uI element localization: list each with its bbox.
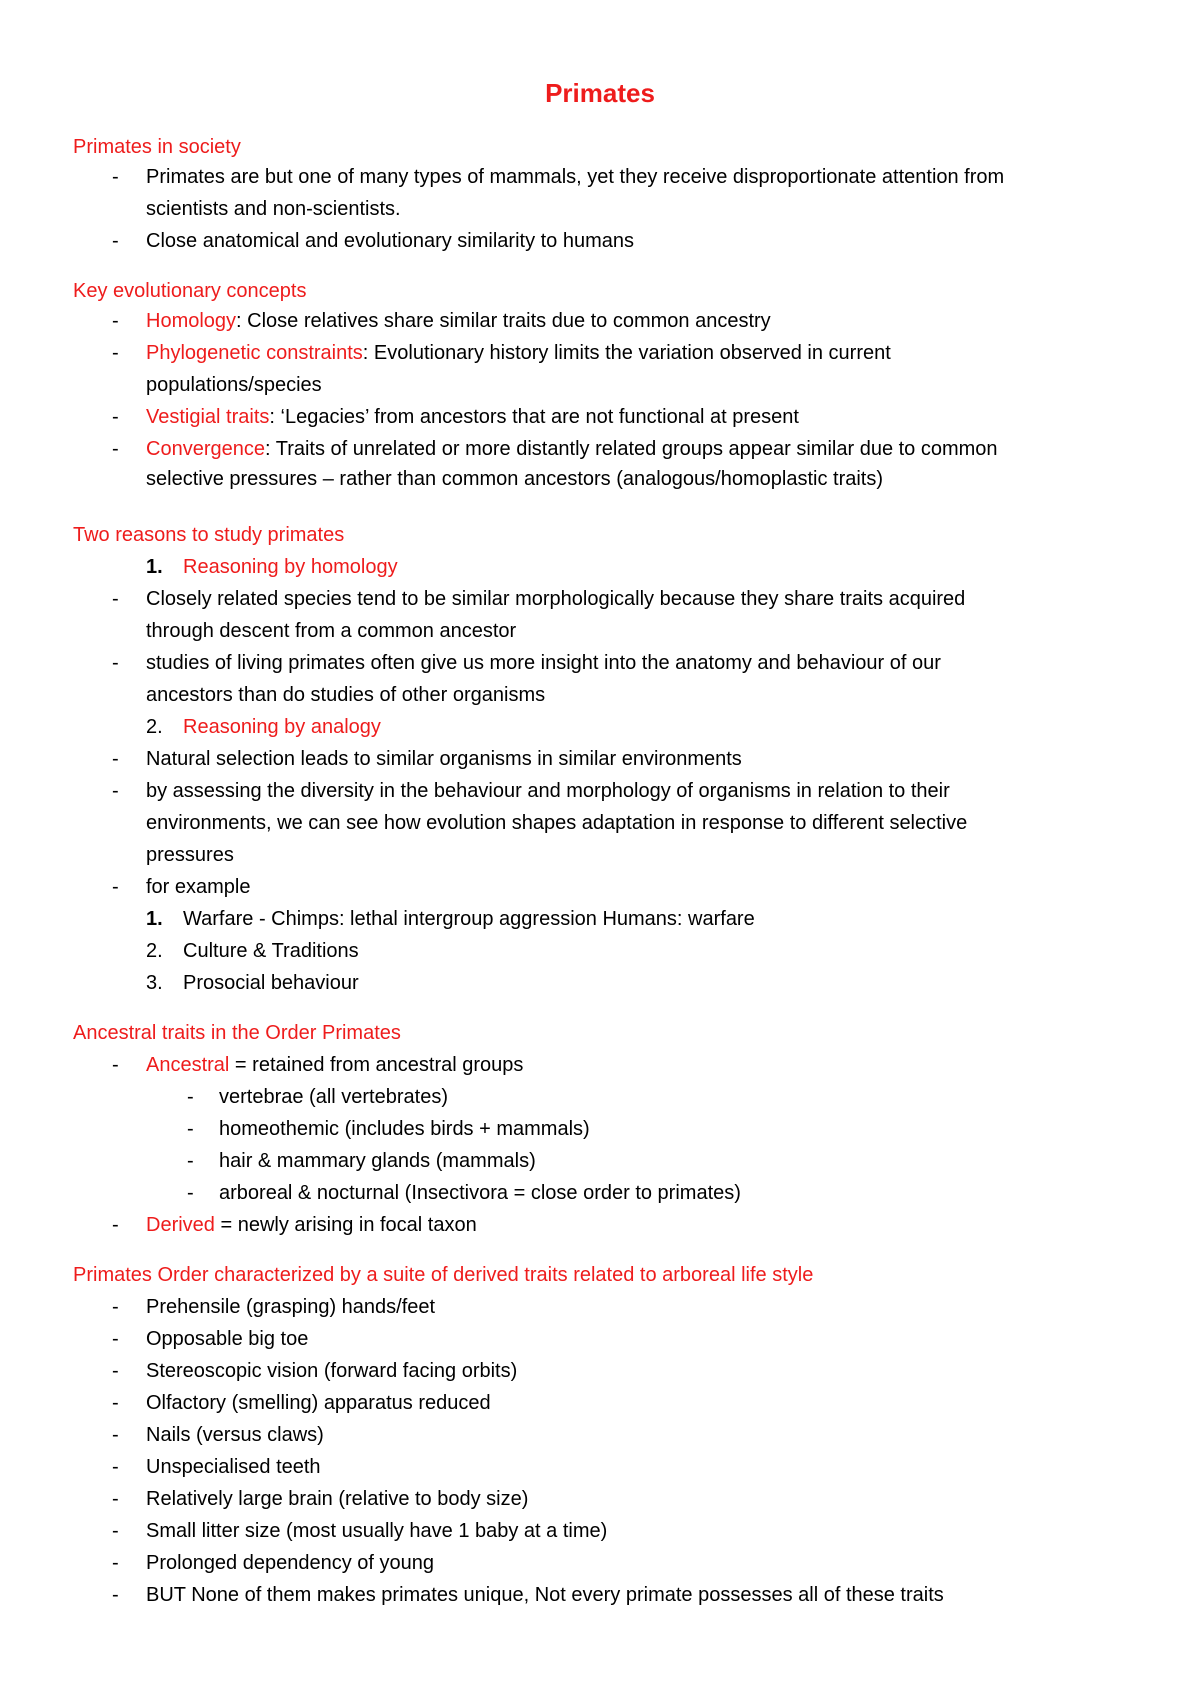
list-item: Relatively large brain (relative to body size) [146, 1488, 529, 1510]
bullet-derived [146, 1212, 477, 1238]
section-heading-primates-in-society: Primates in society [73, 136, 241, 158]
bullet-text-continued: selective pressures – rather than common ancestors (analogous/homoplastic traits) [146, 468, 884, 490]
subheading-reasoning-by-analogy: Reasoning by analogy [183, 716, 381, 738]
bullet-dash: - [112, 1424, 119, 1446]
sub-bullet-dash: - [187, 1118, 194, 1140]
section-heading-ancestral-traits: Ancestral traits in the Order Primates [73, 1022, 401, 1044]
term-phylogenetic-constraints: Phylogenetic constraints [146, 342, 363, 364]
bullet-dash: - [112, 1296, 119, 1318]
term-derived: Derived [146, 1214, 215, 1236]
list-number: 1. [146, 556, 163, 578]
list-item: Small litter size (most usually have 1 baby at a time) [146, 1520, 608, 1542]
sub-bullet-text: homeothemic (includes birds + mammals) [219, 1118, 590, 1140]
list-item: Olfactory (smelling) apparatus reduced [146, 1392, 491, 1414]
bullet-dash: - [112, 406, 119, 428]
definition-ancestral: = retained from ancestral groups [229, 1054, 524, 1076]
bullet-text: Primates are but one of many types of mammals, yet they receive disproportionate attention from [146, 166, 1005, 188]
list-item: Opposable big toe [146, 1328, 309, 1350]
bullet-text-continued: through descent from a common ancestor [146, 620, 517, 642]
definition-homology: : Close relatives share similar traits due to common ancestry [236, 310, 771, 332]
example-item: Warfare - Chimps: lethal intergroup aggression Humans: warfare [183, 908, 755, 930]
term-convergence: Convergence [146, 438, 265, 460]
bullet-vestigial-traits [146, 404, 799, 430]
bullet-dash: - [112, 342, 119, 364]
bullet-dash: - [112, 1360, 119, 1382]
list-item: Prehensile (grasping) hands/feet [146, 1296, 436, 1318]
section-heading-key-evolutionary-concepts: Key evolutionary concepts [73, 280, 307, 302]
bullet-dash: - [112, 1520, 119, 1542]
list-item: Nails (versus claws) [146, 1424, 324, 1446]
bullet-text: Closely related species tend to be similar morphologically because they share traits acquired [146, 588, 966, 610]
bullet-text: Close anatomical and evolutionary similarity to humans [146, 230, 635, 252]
bullet-dash: - [112, 748, 119, 770]
term-ancestral: Ancestral [146, 1054, 230, 1076]
bullet-dash: - [112, 1328, 119, 1350]
bullet-dash: - [112, 1584, 119, 1606]
sub-bullet-text: hair & mammary glands (mammals) [219, 1150, 536, 1172]
example-item: Culture & Traditions [183, 940, 359, 962]
sub-bullet-dash: - [187, 1086, 194, 1108]
bullet-dash: - [112, 1392, 119, 1414]
bullet-ancestral [146, 1052, 523, 1078]
definition-vestigial-traits: : ‘Legacies’ from ancestors that are not functional at present [269, 406, 799, 428]
sub-bullet-text: arboreal & nocturnal (Insectivora = close order to primates) [219, 1182, 741, 1204]
term-vestigial-traits: Vestigial traits [146, 406, 270, 428]
bullet-dash: - [112, 780, 119, 802]
bullet-dash: - [112, 588, 119, 610]
bullet-text-continued: scientists and non-scientists. [146, 198, 401, 220]
bullet-phylogenetic-constraints [146, 340, 891, 366]
bullet-dash: - [112, 1456, 119, 1478]
list-item: Prolonged dependency of young [146, 1552, 435, 1574]
sub-bullet-dash: - [187, 1150, 194, 1172]
bullet-text-continued: pressures [146, 844, 234, 866]
bullet-text-continued: ancestors than do studies of other organisms [146, 684, 546, 706]
sub-bullet-dash: - [187, 1182, 194, 1204]
section-heading-two-reasons: Two reasons to study primates [73, 524, 345, 546]
bullet-convergence [146, 436, 998, 462]
bullet-dash: - [112, 1054, 119, 1076]
bullet-dash: - [112, 1214, 119, 1236]
bullet-dash: - [112, 438, 119, 460]
bullet-dash: - [112, 230, 119, 252]
bullet-dash: - [112, 876, 119, 898]
definition-phylogenetic-constraints: : Evolutionary history limits the variation observed in current [362, 342, 891, 364]
subheading-reasoning-by-homology: Reasoning by homology [183, 556, 398, 578]
bullet-text: by assessing the diversity in the behaviour and morphology of organisms in relation to their [146, 780, 950, 802]
term-homology: Homology [146, 310, 237, 332]
list-number: 3. [146, 972, 163, 994]
definition-convergence: : Traits of unrelated or more distantly related groups appear similar due to common [264, 438, 998, 460]
page-title: Primates [545, 78, 655, 108]
bullet-text-continued: populations/species [146, 374, 322, 396]
bullet-dash: - [112, 310, 119, 332]
sub-bullet-text: vertebrae (all vertebrates) [219, 1086, 448, 1108]
bullet-text-continued: environments, we can see how evolution shapes adaptation in response to different selective [146, 812, 968, 834]
bullet-text: for example [146, 876, 251, 898]
list-number: 1. [146, 908, 163, 930]
bullet-text: studies of living primates often give us more insight into the anatomy and behaviour of our [146, 652, 941, 674]
bullet-homology [146, 308, 771, 334]
bullet-dash: - [112, 166, 119, 188]
list-number: 2. [146, 940, 163, 962]
bullet-dash: - [112, 1488, 119, 1510]
definition-derived: = newly arising in focal taxon [214, 1214, 477, 1236]
bullet-text: Natural selection leads to similar organisms in similar environments [146, 748, 742, 770]
bullet-dash: - [112, 1552, 119, 1574]
section-heading-derived-traits: Primates Order characterized by a suite of derived traits related to arboreal life style [73, 1264, 814, 1286]
list-item: BUT None of them makes primates unique, Not every primate possesses all of these traits [146, 1584, 944, 1606]
list-item: Unspecialised teeth [146, 1456, 321, 1478]
list-item: Stereoscopic vision (forward facing orbits) [146, 1360, 518, 1382]
example-item: Prosocial behaviour [183, 972, 359, 994]
list-number: 2. [146, 716, 163, 738]
bullet-dash: - [112, 652, 119, 674]
